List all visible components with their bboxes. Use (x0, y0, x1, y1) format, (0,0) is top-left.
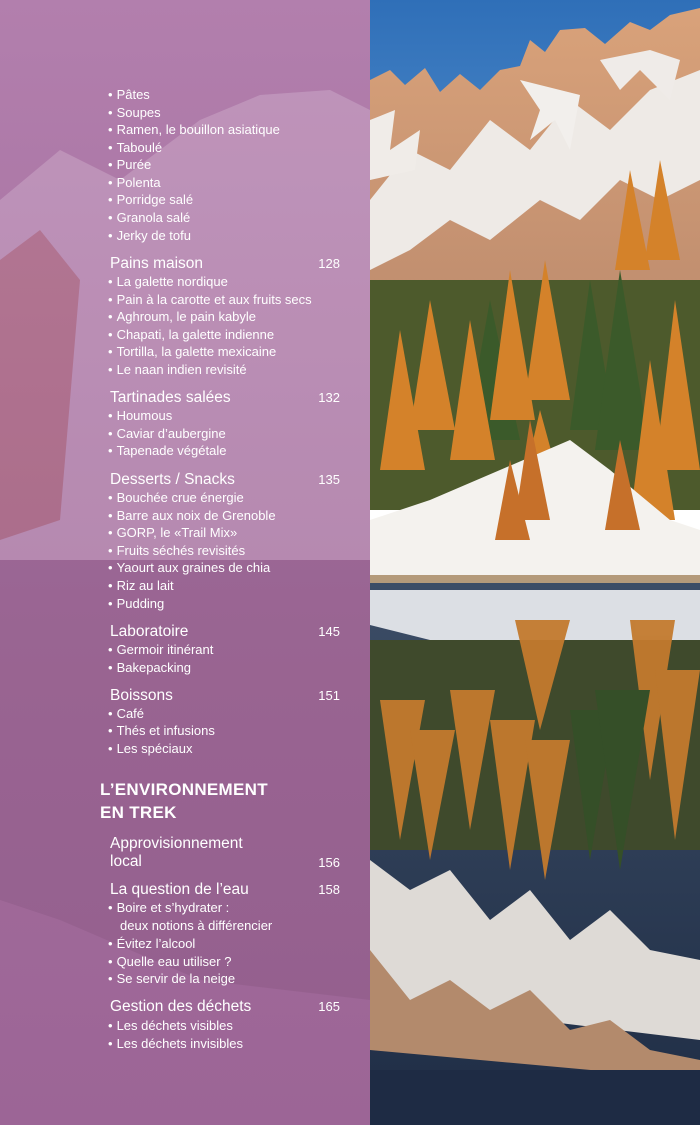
toc-item[interactable]: • Thés et infusions (108, 723, 215, 739)
section-heading-desserts[interactable]: Desserts / Snacks (110, 471, 235, 488)
toc-item[interactable]: • Bouchée crue énergie (108, 490, 244, 506)
section-heading-eau[interactable]: La question de l’eau (110, 881, 249, 898)
toc-item[interactable]: • Riz au lait (108, 578, 174, 594)
toc-item[interactable]: • Fruits séchés revisités (108, 543, 245, 559)
toc-item[interactable]: • Granola salé (108, 210, 190, 226)
page-number: 165 (318, 999, 340, 1014)
toc-item[interactable]: • Se servir de la neige (108, 971, 235, 987)
section-heading-approvisionnement[interactable]: Approvisionnement (110, 835, 243, 852)
page-number: 135 (318, 472, 340, 487)
page-number: 128 (318, 256, 340, 271)
page-number: 151 (318, 688, 340, 703)
toc-item[interactable]: • La galette nordique (108, 274, 228, 290)
toc-item[interactable]: • Évitez l’alcool (108, 936, 195, 952)
toc-item[interactable]: • Polenta (108, 175, 161, 191)
section-heading-pains-maison[interactable]: Pains maison (110, 255, 204, 272)
page-number: 156 (318, 855, 340, 870)
toc-item[interactable]: • Les déchets visibles (108, 1018, 233, 1034)
toc-item[interactable]: • Jerky de tofu (108, 228, 191, 244)
page-number: 132 (318, 390, 340, 405)
toc-item[interactable]: • Café (108, 706, 144, 722)
toc-item[interactable]: • Caviar d’aubergine (108, 426, 226, 442)
part-heading-line1: L’ENVIRONNEMENT (100, 780, 268, 799)
toc-item[interactable]: • Pain à la carotte et aux fruits secs (108, 292, 312, 308)
toc-item[interactable]: • Bakepacking (108, 660, 191, 676)
toc-item[interactable]: • Chapati, la galette indienne (108, 327, 274, 343)
toc-item[interactable]: • Germoir itinérant (108, 642, 213, 658)
page-number: 145 (318, 624, 340, 639)
toc-item[interactable]: • Le naan indien revisité (108, 362, 247, 378)
toc-item[interactable]: • Barre aux noix de Grenoble (108, 508, 276, 524)
toc-item[interactable]: • Houmous (108, 408, 172, 424)
toc-item-continuation[interactable]: deux notions à différencier (120, 918, 273, 933)
toc-item[interactable]: • GORP, le «Trail Mix» (108, 525, 237, 541)
section-heading-laboratoire[interactable]: Laboratoire (110, 623, 189, 640)
toc-item[interactable]: • Quelle eau utiliser ? (108, 954, 231, 970)
part-heading-line2: EN TREK (100, 803, 177, 822)
toc-item[interactable]: • Aghroum, le pain kabyle (108, 309, 256, 325)
section-heading-tartinades[interactable]: Tartinades salées (110, 389, 231, 406)
section-heading-approvisionnement-line2[interactable]: local (110, 853, 142, 870)
toc-item[interactable]: • Les déchets invisibles (108, 1036, 243, 1052)
toc-item[interactable]: • Purée (108, 157, 151, 173)
page-number: 158 (318, 882, 340, 897)
mountain-lake-photo (370, 0, 700, 1125)
toc-item[interactable]: • Porridge salé (108, 192, 193, 208)
toc-item[interactable]: • Soupes (108, 105, 161, 121)
section-heading-dechets[interactable]: Gestion des déchets (110, 998, 252, 1015)
toc-item[interactable]: • Pâtes (108, 87, 150, 103)
toc-item[interactable]: • Les spéciaux (108, 741, 192, 757)
toc-item[interactable]: • Tapenade végétale (108, 443, 226, 459)
toc-item[interactable]: • Yaourt aux graines de chia (108, 560, 270, 576)
section-heading-boissons[interactable]: Boissons (110, 687, 173, 704)
toc-item[interactable]: • Tortilla, la galette mexicaine (108, 344, 276, 360)
toc-item[interactable]: • Taboulé (108, 140, 162, 156)
toc-item[interactable]: • Ramen, le bouillon asiatique (108, 122, 280, 138)
toc-item[interactable]: • Boire et s’hydrater : (108, 900, 229, 916)
toc-item[interactable]: • Pudding (108, 596, 164, 612)
